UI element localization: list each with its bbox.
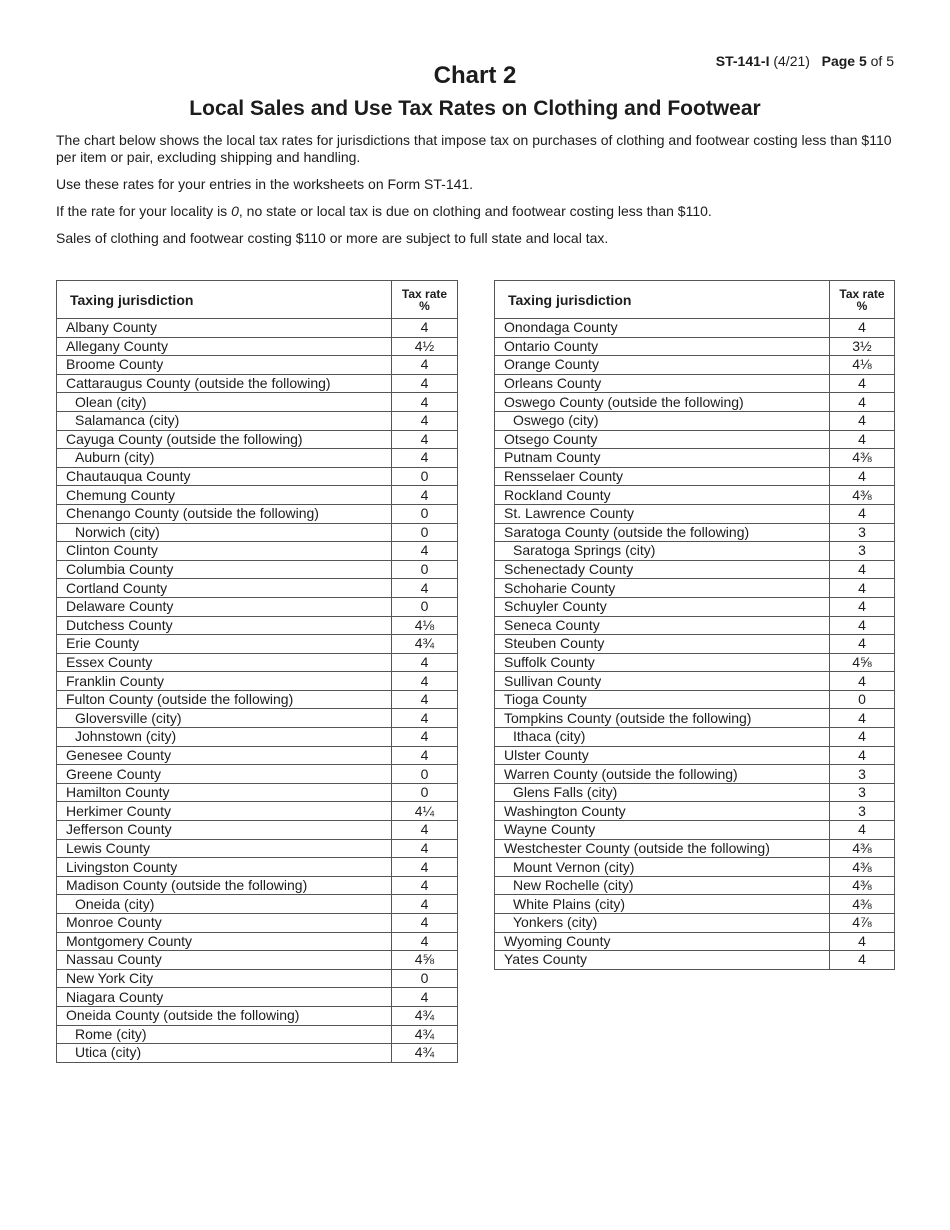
table-row [495,858,895,877]
table-row [495,728,895,747]
table-row [495,523,895,542]
tax-rate-cell: 4 [392,319,458,338]
jurisdiction-cell: Schoharie County [495,579,830,598]
table-row [495,635,895,654]
jurisdiction-cell: Ulster County [495,746,830,765]
table-row [495,579,895,598]
jurisdiction-cell: Yonkers (city) [495,914,830,933]
jurisdiction-cell: Oswego (city) [495,411,830,430]
tax-rate-cell: 4 [830,616,895,635]
tax-rate-cell: 4 [392,411,458,430]
jurisdiction-cell: Saratoga Springs (city) [495,542,830,561]
jurisdiction-cell: Delaware County [57,597,392,616]
tax-rate-cell: 3 [830,765,895,784]
jurisdiction-cell: White Plains (city) [495,895,830,914]
tax-rate-cell: 0 [392,560,458,579]
jurisdiction-cell: New York City [57,969,392,988]
table-row [57,765,458,784]
table-row [57,728,458,747]
tax-rate-cell: 4 [830,560,895,579]
jurisdiction-cell: Sullivan County [495,672,830,691]
tax-rate-cell: 4 [830,504,895,523]
jurisdiction-cell: Cattaraugus County (outside the following) [57,374,392,393]
jurisdiction-cell: Yates County [495,951,830,970]
tax-rate-cell: 4⅜ [830,486,895,505]
tax-rate-cell: 4⅜ [830,839,895,858]
header-tax-rate-line2: % [856,298,868,313]
table-row [495,430,895,449]
jurisdiction-cell: Orange County [495,356,830,375]
tax-rate-cell: 3 [830,523,895,542]
table-row [57,802,458,821]
tax-rate-cell: 4 [392,988,458,1007]
jurisdiction-cell: Orleans County [495,374,830,393]
jurisdiction-cell: Cayuga County (outside the following) [57,430,392,449]
intro-paragraph-1: The chart below shows the local tax rates for jurisdictions that impose tax on purchases of clothing and footwear costing less than $110 per item or pair, excluding shipping and handling. [56,132,892,165]
form-date: (4/21) [773,53,810,69]
table-row [495,821,895,840]
jurisdiction-cell: Norwich (city) [57,523,392,542]
jurisdiction-cell: Rome (city) [57,1025,392,1044]
table-row [57,839,458,858]
table-row [57,914,458,933]
table-row [495,486,895,505]
tax-rate-cell: 4⅜ [830,449,895,468]
tax-rate-cell: 0 [830,690,895,709]
jurisdiction-cell: Broome County [57,356,392,375]
jurisdiction-cell: Montgomery County [57,932,392,951]
table-row [57,560,458,579]
jurisdiction-cell: Chemung County [57,486,392,505]
jurisdiction-cell: Warren County (outside the following) [495,765,830,784]
jurisdiction-cell: Columbia County [57,560,392,579]
tax-rate-cell: 4 [392,449,458,468]
table-row [495,746,895,765]
jurisdiction-cell: Tioga County [495,690,830,709]
tax-rate-cell: 4¼ [392,802,458,821]
jurisdiction-cell: Herkimer County [57,802,392,821]
table-row [495,690,895,709]
table-row [57,988,458,1007]
rates-table-right [494,280,895,970]
table-row [57,653,458,672]
tax-rate-cell: 4 [392,672,458,691]
tax-rate-cell: 0 [392,504,458,523]
jurisdiction-cell: Salamanca (city) [57,411,392,430]
jurisdiction-cell: Glens Falls (city) [495,783,830,802]
table-row [495,542,895,561]
jurisdiction-cell: St. Lawrence County [495,504,830,523]
table-row [57,467,458,486]
table-row [57,393,458,412]
tax-rate-cell: 0 [392,765,458,784]
tax-rate-cell: 4¾ [392,635,458,654]
table-row [495,914,895,933]
tax-rate-cell: 4 [830,951,895,970]
tax-rate-cell: 4 [830,635,895,654]
table-row [57,876,458,895]
tax-rate-cell: 3 [830,802,895,821]
tax-rate-cell: 4 [392,728,458,747]
table-row [495,411,895,430]
tax-rate-cell: 3½ [830,337,895,356]
table-row [495,393,895,412]
tax-rate-cell: 4 [392,430,458,449]
tax-rate-cell: 4 [392,690,458,709]
tax-rate-cell: 4⅜ [830,895,895,914]
rates-table-right-body [495,319,895,970]
jurisdiction-cell: Ontario County [495,337,830,356]
tax-rate-cell: 4 [392,821,458,840]
tax-rate-cell: 4 [830,430,895,449]
page-label: Page 5 [821,53,867,69]
table-row [57,486,458,505]
tax-rate-cell: 0 [392,467,458,486]
table-header-row [495,281,895,319]
table-row [57,523,458,542]
tax-rate-cell: 4⅞ [830,914,895,933]
table-row [495,356,895,375]
tax-rate-cell: 4¾ [392,1044,458,1063]
table-row [57,1006,458,1025]
jurisdiction-cell: Seneca County [495,616,830,635]
jurisdiction-cell: Suffolk County [495,653,830,672]
jurisdiction-cell: Schuyler County [495,597,830,616]
jurisdiction-cell: Olean (city) [57,393,392,412]
tax-rate-cell: 4½ [392,337,458,356]
jurisdiction-cell: Johnstown (city) [57,728,392,747]
table-row [495,467,895,486]
jurisdiction-cell: Oneida (city) [57,895,392,914]
table-row [57,597,458,616]
table-row [495,839,895,858]
table-row [495,709,895,728]
table-row [495,560,895,579]
jurisdiction-cell: Westchester County (outside the following) [495,839,830,858]
tax-rate-cell: 4 [830,393,895,412]
jurisdiction-cell: Mount Vernon (city) [495,858,830,877]
jurisdiction-cell: Oneida County (outside the following) [57,1006,392,1025]
table-row [495,319,895,338]
table-row [57,746,458,765]
table-row [495,672,895,691]
header-tax-rate [392,281,458,319]
jurisdiction-cell: Auburn (city) [57,449,392,468]
jurisdiction-cell: Albany County [57,319,392,338]
jurisdiction-cell: Onondaga County [495,319,830,338]
jurisdiction-cell: Utica (city) [57,1044,392,1063]
jurisdiction-cell: Genesee County [57,746,392,765]
table-row [495,337,895,356]
jurisdiction-cell: Saratoga County (outside the following) [495,523,830,542]
table-row [495,783,895,802]
tax-rate-cell: 4 [392,746,458,765]
table-row [495,449,895,468]
jurisdiction-cell: Franklin County [57,672,392,691]
jurisdiction-cell: Steuben County [495,635,830,654]
table-row [495,876,895,895]
tax-rate-cell: 4 [392,839,458,858]
jurisdiction-cell: Erie County [57,635,392,654]
table-row [57,969,458,988]
tax-rate-cell: 0 [392,523,458,542]
table-row [57,709,458,728]
header-jurisdiction: Taxing jurisdiction [495,281,830,319]
table-row [57,542,458,561]
jurisdiction-cell: Fulton County (outside the following) [57,690,392,709]
tax-rate-cell: 4¾ [392,1025,458,1044]
jurisdiction-cell: Greene County [57,765,392,784]
tax-rate-cell: 0 [392,969,458,988]
jurisdiction-cell: Chenango County (outside the following) [57,504,392,523]
jurisdiction-cell: Chautauqua County [57,467,392,486]
jurisdiction-cell: Madison County (outside the following) [57,876,392,895]
tax-rate-cell: 4⅛ [830,356,895,375]
jurisdiction-cell: Wyoming County [495,932,830,951]
header-tax-rate-line1: Tax rate [401,286,448,301]
table-row [57,858,458,877]
tax-rate-cell: 4 [392,876,458,895]
tax-rate-cell: 0 [392,783,458,802]
table-row [57,783,458,802]
tax-rate-cell: 4 [830,932,895,951]
page-of: of 5 [870,53,894,69]
jurisdiction-cell: Ithaca (city) [495,728,830,747]
tax-rate-cell: 4 [830,821,895,840]
table-row [57,374,458,393]
jurisdiction-cell: New Rochelle (city) [495,876,830,895]
header-tax-rate [830,281,895,319]
header-tax-rate-line1: Tax rate [839,286,885,301]
table-row [495,616,895,635]
jurisdiction-cell: Rockland County [495,486,830,505]
table-row [57,1044,458,1063]
table-row [57,356,458,375]
tax-rate-cell: 4 [830,746,895,765]
jurisdiction-cell: Jefferson County [57,821,392,840]
table-row [57,411,458,430]
form-number: ST-141-I [715,53,770,69]
jurisdiction-cell: Wayne County [495,821,830,840]
jurisdiction-cell: Livingston County [57,858,392,877]
jurisdiction-cell: Monroe County [57,914,392,933]
jurisdiction-cell: Hamilton County [57,783,392,802]
table-row [57,635,458,654]
table-row [57,449,458,468]
tax-rate-cell: 4 [830,597,895,616]
table-row [495,653,895,672]
tax-rate-cell: 4 [392,858,458,877]
table-row [57,616,458,635]
tax-rate-cell: 4 [392,486,458,505]
tax-rate-cell: 4¾ [392,1006,458,1025]
table-row [57,895,458,914]
table-row [495,374,895,393]
tax-rate-cell: 4 [830,579,895,598]
jurisdiction-cell: Schenectady County [495,560,830,579]
jurisdiction-cell: Dutchess County [57,616,392,635]
table-row [57,672,458,691]
tax-rate-cell: 4⅝ [830,653,895,672]
tax-rate-cell: 4 [392,914,458,933]
header-jurisdiction: Taxing jurisdiction [57,281,392,319]
tax-rate-cell: 3 [830,542,895,561]
rates-table-left [56,280,458,1063]
table-row [57,951,458,970]
table-row [495,765,895,784]
tax-rate-cell: 4 [392,653,458,672]
jurisdiction-cell: Allegany County [57,337,392,356]
table-row [495,504,895,523]
tax-rate-cell: 4 [830,411,895,430]
table-row [57,1025,458,1044]
table-row [57,690,458,709]
tax-rate-cell: 4 [830,374,895,393]
tax-rate-cell: 4⅜ [830,858,895,877]
page-title: Chart 2 [433,62,517,89]
jurisdiction-cell: Clinton County [57,542,392,561]
jurisdiction-cell: Otsego County [495,430,830,449]
tax-rate-cell: 4 [830,319,895,338]
table-row [57,579,458,598]
intro-p3-start: If the rate for your locality is [56,203,232,219]
jurisdiction-cell: Rensselaer County [495,467,830,486]
table-row [495,802,895,821]
table-row [57,821,458,840]
jurisdiction-cell: Niagara County [57,988,392,1007]
jurisdiction-cell: Cortland County [57,579,392,598]
header-tax-rate-line2: % [419,298,430,313]
table-row [495,895,895,914]
table-row [495,597,895,616]
tax-rate-cell: 3 [830,783,895,802]
table-row [495,951,895,970]
tax-rate-cell: 4 [830,672,895,691]
tax-rate-cell: 4⅝ [392,951,458,970]
table-header-row [57,281,458,319]
intro-paragraph-3 [56,203,898,220]
jurisdiction-cell: Gloversville (city) [57,709,392,728]
tax-rate-cell: 4 [830,709,895,728]
page-subtitle: Local Sales and Use Tax Rates on Clothing and Footwear [189,97,761,120]
tax-rate-cell: 4 [392,542,458,561]
table-row [57,319,458,338]
table-row [495,932,895,951]
tax-rate-cell: 4 [830,728,895,747]
jurisdiction-cell: Putnam County [495,449,830,468]
intro-paragraph-2: Use these rates for your entries in the worksheets on Form ST-141. [56,176,474,192]
tax-rate-cell: 4 [392,393,458,412]
tax-rate-cell: 4 [392,709,458,728]
jurisdiction-cell: Essex County [57,653,392,672]
table-row [57,337,458,356]
tax-rate-cell: 4⅛ [392,616,458,635]
tax-rate-cell: 4 [392,356,458,375]
jurisdiction-cell: Washington County [495,802,830,821]
tax-rate-cell: 4 [830,467,895,486]
table-row [57,504,458,523]
jurisdiction-cell: Nassau County [57,951,392,970]
table-row [57,430,458,449]
rates-table-left-body [57,319,458,1063]
jurisdiction-cell: Lewis County [57,839,392,858]
intro-p3-end: , no state or local tax is due on clothing and footwear costing less than $110. [238,203,712,219]
tax-rate-cell: 4 [392,374,458,393]
tax-rate-cell: 4 [392,932,458,951]
jurisdiction-cell: Oswego County (outside the following) [495,393,830,412]
intro-paragraph-4: Sales of clothing and footwear costing $110 or more are subject to full state and local tax. [56,230,609,246]
tax-rate-cell: 4 [392,579,458,598]
tax-rate-cell: 4⅜ [830,876,895,895]
table-row [57,932,458,951]
jurisdiction-cell: Tompkins County (outside the following) [495,709,830,728]
intro-p3-zero: 0 [231,203,239,219]
tax-rate-cell: 4 [392,895,458,914]
tax-rate-cell: 0 [392,597,458,616]
intro-text [56,132,898,257]
